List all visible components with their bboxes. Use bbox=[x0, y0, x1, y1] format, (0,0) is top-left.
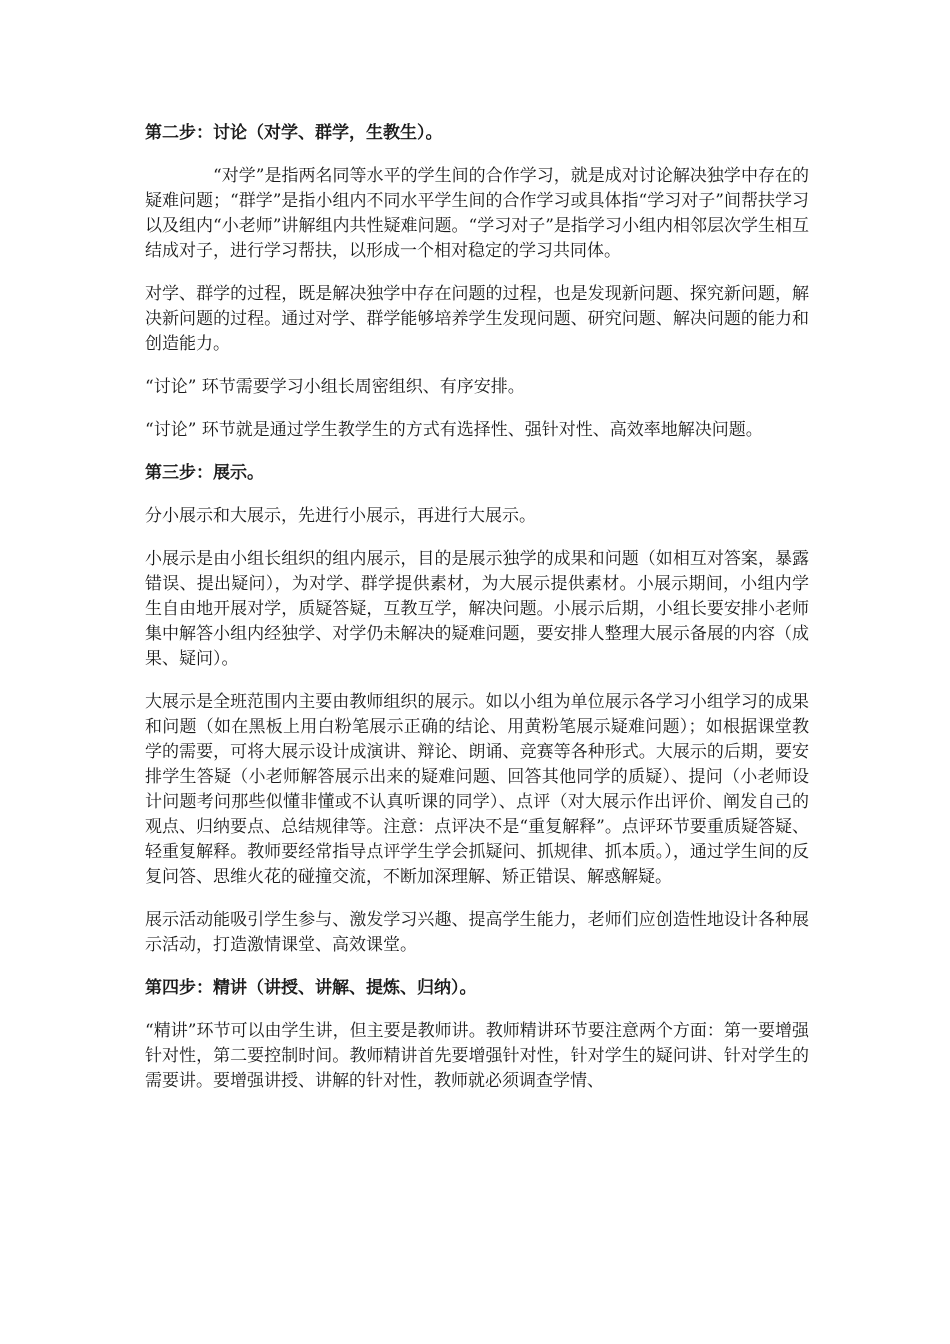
step3-paragraph-2: 小展示是由小组长组织的组内展示，目的是展示独学的成果和问题（如相互对答案，暴露错误、提出疑问），为对学、群学提供素材，为大展示提供素材。小展示期间，小组内学生自由地开展对学，质疑答疑，互教互学，解决问题。小展示后期，小组长要安排小老师集中解答小组内经独学、对学仍未解决的疑难问题，要安排人整理大展示备展的内容（成果、疑问）。 bbox=[145, 549, 809, 669]
step2-paragraph-1: “对学”是指两名同等水平的学生间的合作学习，就是成对讨论解决独学中存在的疑难问题；“群学”是指小组内不同水平学生间的合作学习或具体指“学习对子”间帮扶学习以及组内“小老师”讲解组内共性疑难问题。“学习对子”是指学习小组内相邻层次学生相互结成对子，进行学习帮扶，以形成一个相对稳定的学习共同体。 bbox=[145, 166, 809, 261]
step2-paragraph-3: “讨论” 环节需要学习小组长周密组织、有序安排。 bbox=[145, 377, 525, 397]
step2-heading: 第二步：讨论（对学、群学，生教生）。 bbox=[145, 123, 443, 143]
step4-paragraph-1: “精讲”环节可以由学生讲，但主要是教师讲。教师精讲环节要注意两个方面：第一要增强针对性，第二要控制时间。教师精讲首先要增强针对性，针对学生的疑问讲、针对学生的需要讲。要增强讲授、讲解的针对性，教师就必须调查学情、 bbox=[145, 1021, 809, 1091]
step3-paragraph-3: 大展示是全班范围内主要由教师组织的展示。如以小组为单位展示各学习小组学习的成果和问题（如在黑板上用白粉笔展示正确的结论、用黄粉笔展示疑难问题）；如根据课堂教学的需要，可将大展示设计成演讲、辩论、朗诵、竞赛等各种形式。大展示的后期，要安排学生答疑（小老师解答展示出来的疑难问题、回答其他同学的质疑）、提问（小老师设计问题考问那些似懂非懂或不认真听课的同学）、点评（对大展示作出评价、阐发自己的观点、归纳要点、总结规律等。注意：点评决不是“重复解释”。点评环节要重质疑答疑、轻重复解释。教师要经常指导点评学生学会抓疑问、抓规律、抓本质。），通过学生间的反复问答、思维火花的碰撞交流，不断加深理解、矫正错误、解惑解疑。 bbox=[145, 692, 809, 887]
step3-paragraph-1: 分小展示和大展示，先进行小展示，再进行大展示。 bbox=[145, 506, 536, 526]
document-page bbox=[145, 121, 809, 1094]
step2-paragraph-4: “讨论” 环节就是通过学生教学生的方式有选择性、强针对性、高效率地解决问题。 bbox=[145, 420, 763, 440]
step2-paragraph-2: 对学、群学的过程，既是解决独学中存在问题的过程，也是发现新问题、探究新问题，解决新问题的过程。通过对学、群学能够培养学生发现问题、研究问题、解决问题的能力和创造能力。 bbox=[145, 284, 809, 354]
step3-heading: 第三步：展示。 bbox=[145, 463, 264, 483]
step3-paragraph-4: 展示活动能吸引学生参与、激发学习兴趣、提高学生能力，老师们应创造性地设计各种展示活动，打造激情课堂、高效课堂。 bbox=[145, 910, 809, 955]
step4-heading: 第四步：精讲（讲授、讲解、提炼、归纳）。 bbox=[145, 978, 477, 998]
